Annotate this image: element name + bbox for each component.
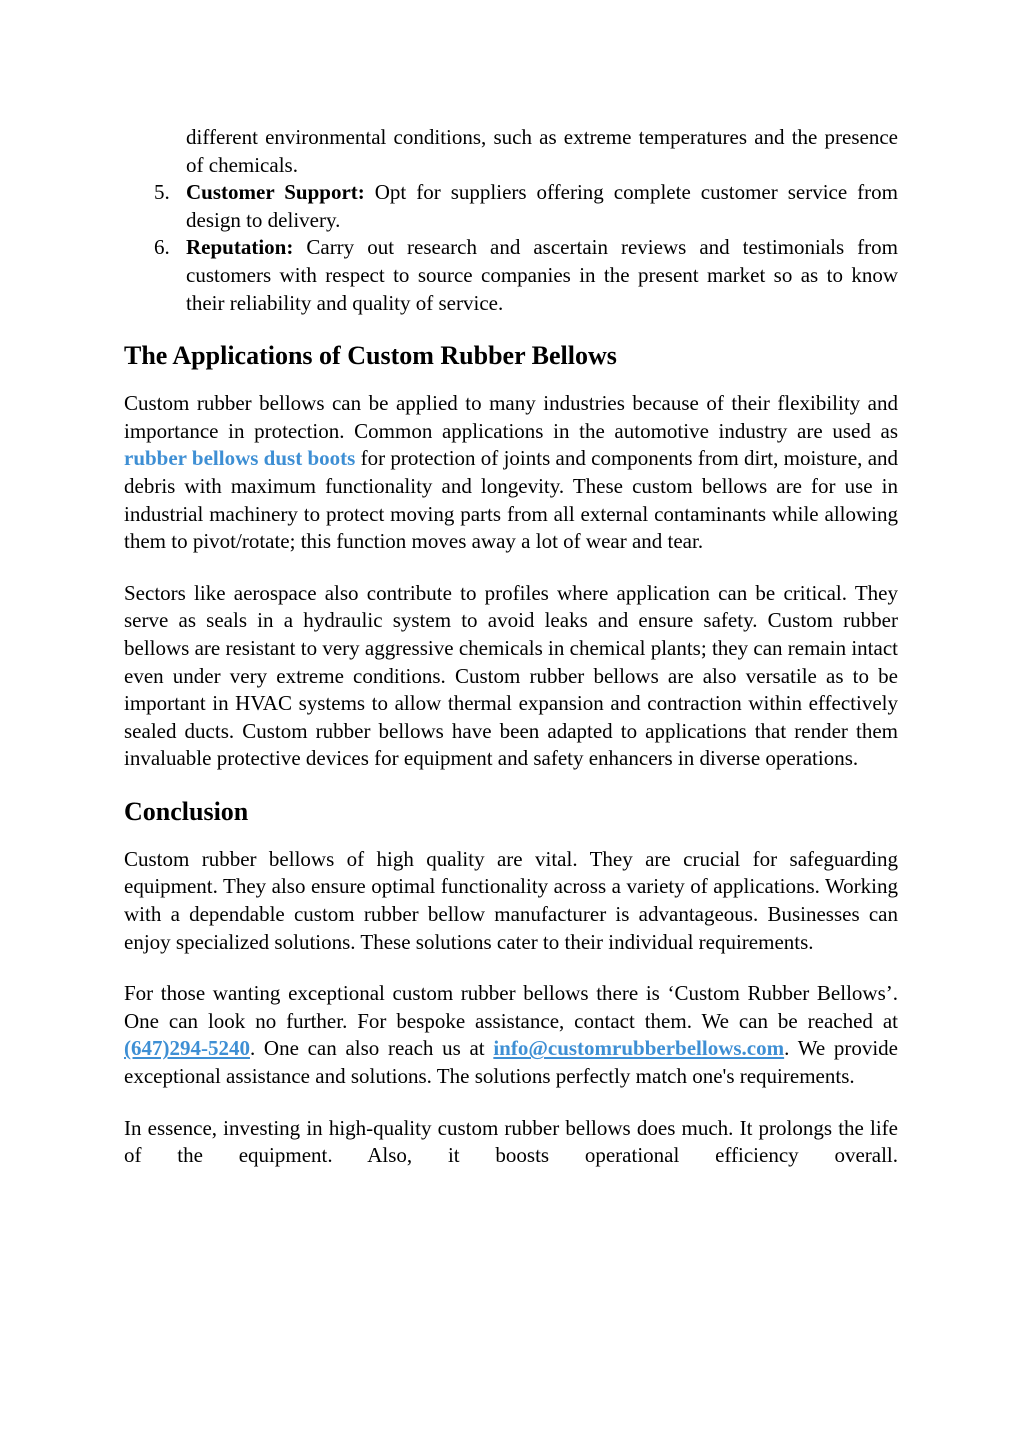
list-item-title: Customer Support: — [186, 180, 365, 205]
conclusion-paragraph-3: In essence, investing in high-quality custom rubber bellows does much. It prolongs the life of the equipment. Also, it boosts operational efficiency overall. — [124, 1115, 898, 1168]
numbered-list — [124, 179, 898, 317]
list-item-number: 5. — [154, 180, 170, 205]
list-item-title: Reputation: — [186, 235, 294, 260]
list-item — [124, 179, 898, 234]
paragraph-text: . We provide exceptional assistance and solutions. The solutions perfectly match one's requirements. — [124, 1036, 898, 1089]
list-item-continuation: different environmental conditions, such as extreme temperatures and the presence of chemicals. — [186, 125, 898, 177]
list-item-number: 6. — [154, 235, 170, 260]
rubber-bellows-dust-boots-link[interactable]: rubber bellows dust boots — [124, 446, 356, 471]
applications-paragraph-1 — [124, 390, 898, 556]
email-link[interactable]: info@customrubberbellows.com — [493, 1036, 785, 1061]
phone-link[interactable]: (647)294-5240 — [124, 1036, 250, 1061]
paragraph-text: . One can also reach us at — [249, 1036, 494, 1061]
paragraph-text: For those wanting exceptional custom rubber bellows there is ‘Custom Rubber Bellows’. One can look no further. For bespoke assistance, contact them. We can be reached at — [124, 981, 898, 1033]
list-item-text: Opt for suppliers offering complete customer service from design to delivery. — [186, 180, 898, 232]
list-item-text: Carry out research and ascertain reviews and testimonials from customers with respect to source companies in the present market so as to know their reliability and quality of service. — [186, 235, 898, 315]
applications-paragraph-2: Sectors like aerospace also contribute to profiles where application can be critical. They serve as seals in a hydraulic system to avoid leaks and ensure safety. Custom rubber bellows are resistant to very aggressive chemicals in chemical plants; they can remain intact even under very extreme conditions. Custom rubber bellows are also versatile as to be important in HVAC systems to allow thermal expansion and contraction within effectively sealed ducts. Custom rubber bellows have been adapted to applications that render them invaluable protective devices for equipment and safety enhancers in diverse operations. — [124, 580, 898, 771]
applications-heading: The Applications of Custom Rubber Bellows — [124, 341, 617, 371]
conclusion-paragraph-1: Custom rubber bellows of high quality are vital. They are crucial for safeguarding equipment. They also ensure optimal functionality across a variety of applications. Working with a dependable custom rubber bellow manufacturer is advantageous. Businesses can enjoy specialized solutions. These solutions cater to their individual requirements. — [124, 846, 898, 954]
document-page — [124, 124, 898, 1170]
list-item — [124, 234, 898, 317]
paragraph-text: Custom rubber bellows can be applied to many industries because of their flexibility and importance in protection. Common applications in the automotive industry are used as — [124, 391, 898, 443]
conclusion-paragraph-2 — [124, 980, 898, 1090]
paragraph-text: for protection of joints and components from dirt, moisture, and debris with maximum functionality and longevity. These custom bellows are for use in industrial machinery to protect moving parts from all external contaminants while allowing them to pivot/rotate; this function moves away a lot of wear and tear. — [124, 446, 899, 554]
conclusion-heading: Conclusion — [124, 796, 249, 826]
